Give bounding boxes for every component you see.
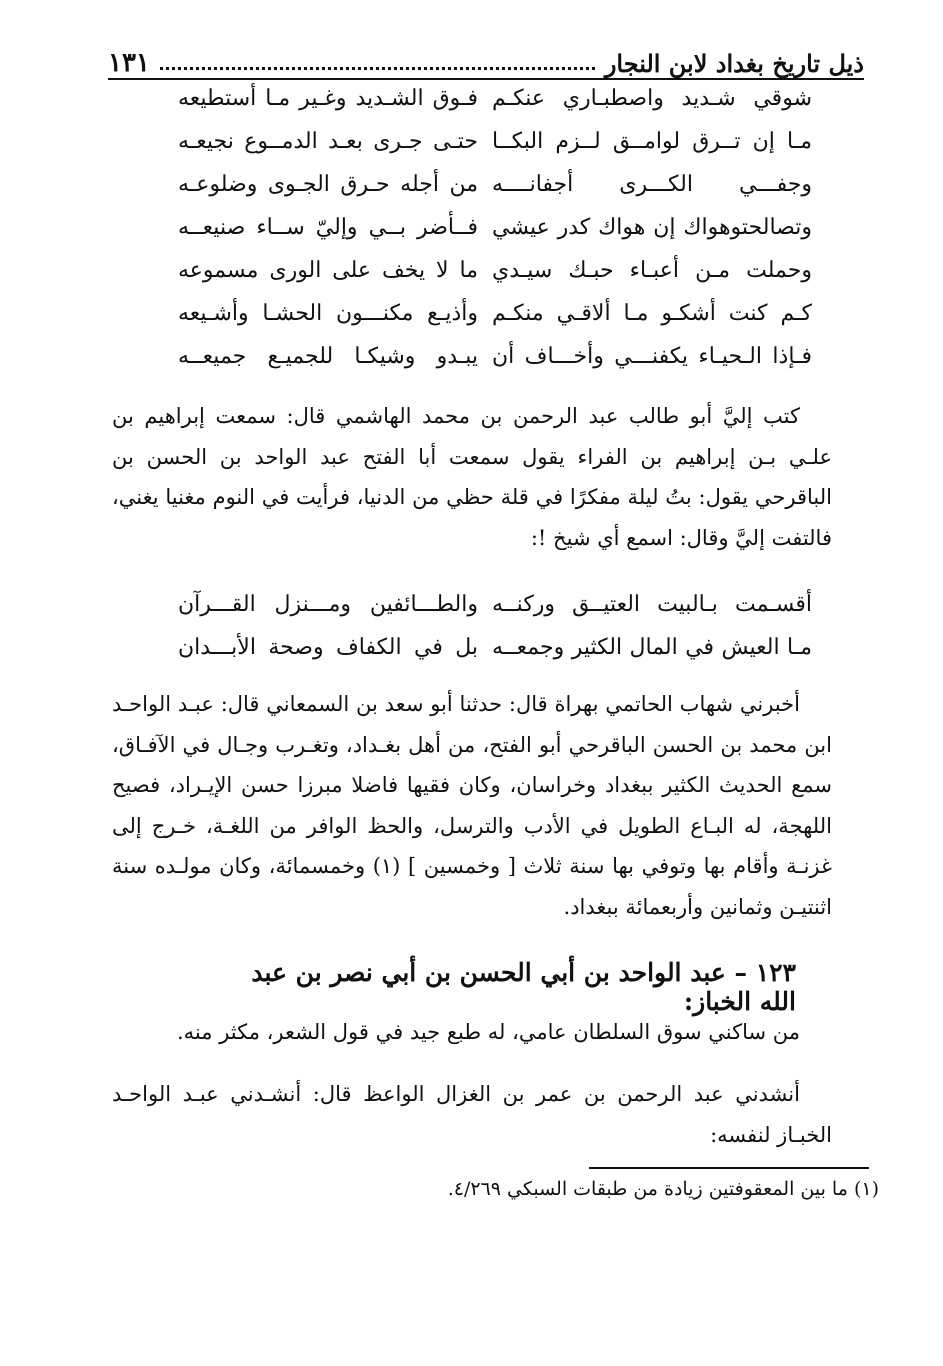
running-title: ذيل تاريخ بغداد لابن النجار: [604, 49, 864, 78]
poem-verse: [108, 258, 864, 301]
paragraph-entry-description: [112, 1012, 832, 1053]
entry-heading: ١٢٣ – عبد الواحد بن أبي الحسن بن أبي نصر بن عبد الله الخباز:: [251, 958, 796, 1016]
verse-second-hemistich: وأذيـع مكنـــون الحشـا وأشـيعه: [178, 301, 478, 326]
poem-verse: [108, 129, 864, 172]
verse-first-hemistich: شوقي شـديد واصطبـاري عنكـم: [492, 86, 812, 111]
verse-first-hemistich: وجفـــي الكـــرى أجفانــــه: [492, 172, 812, 197]
page-number: ١٣١: [108, 48, 150, 78]
paragraph-biography: [112, 684, 832, 927]
poem-verse: [108, 86, 864, 129]
verse-first-hemistich: فـإذا الـحيـاء يكفنـــي وأخـــاف أن: [492, 344, 812, 369]
verse-second-hemistich: فـوق الشـديد وغـير مـا أستطيعه: [178, 86, 478, 111]
paragraph-text: أنشدني عبد الرحمن بن عمر بن الغزال الواعظ قال: أنشـدني عبـد الواحـد الخبـاز لنفسه:: [112, 1082, 832, 1147]
verse-first-hemistich: مـا إن تــرق لوامــق لــزم البكــا: [492, 129, 812, 154]
poem-verse: [108, 592, 864, 635]
header-dot-leader: [160, 67, 595, 70]
poem-verse: [108, 344, 864, 387]
verse-first-hemistich: أقسـمت بـالبيت العتيــق وركنــه: [492, 592, 812, 617]
verse-second-hemistich: حتـى جـرى بعـد الدمــوع نجيعـه: [178, 129, 478, 154]
poem-verse: [108, 635, 864, 678]
paragraph-text: كتب إليَّ أبو طالب عبد الرحمن بن محمد الهاشمي قال: سمعت إبراهيم بن علـي بـن إبراهيم بن الفراء يقول سمعت أبا الفتح عبد الواحد بن الحسن بن الباقرحي يقول: بتُ ليلة مفكرًا في قلة حظي من الدنيا، فرأيت في النوم مغنيا يغني، فالتفت إليَّ وقال: اسمع أي شيخ !:: [112, 404, 832, 550]
footnote: (١) ما بين المعقوفتين زيادة من طبقات السبكي ٤/٢٦٩.: [447, 1178, 879, 1200]
paragraph-text: من ساكني سوق السلطان عامي، له طبع جيد في قول الشعر، مكثر منه.: [177, 1020, 800, 1044]
footnote-separator: [589, 1167, 869, 1169]
paragraph-dream-narration: [112, 396, 832, 558]
paragraph-recitation: [112, 1074, 832, 1155]
poem-verse: [108, 172, 864, 215]
poem-verse: [108, 215, 864, 258]
running-header: [108, 34, 864, 80]
verse-first-hemistich: وتصالحتوهواك إن هواك كدر عيشي: [492, 215, 812, 240]
poem-block-2: [108, 592, 864, 678]
verse-second-hemistich: فــأضر بــي وإليّ ســاء صنيعــه: [178, 215, 478, 240]
poem-verse: [108, 301, 864, 344]
verse-first-hemistich: وحملت مـن أعبـاء حبـك سيـدي: [492, 258, 812, 283]
verse-second-hemistich: يبـدو وشيكـا للجميـع جميعــه: [178, 344, 478, 369]
verse-second-hemistich: ما لا يخف على الورى مسموعه: [178, 258, 478, 283]
poem-block-1: [108, 86, 864, 387]
paragraph-text: أخبرني شهاب الحاتمي بهراة قال: حدثنا أبو سعد بن السمعاني قال: عبـد الواحـد ابن محمد بن الحسن الباقرحي أبو الفتح، من أهل بغـداد، وتغـرب وجـال في الآفـاق، سمع الحديث الكثير ببغداد وخراسان، وكان فقيها فاضلا مبرزا حسن الإيـراد، فصيح اللهجة، له البـاع الطويل في الأدب والترسل، والحظ الوافر من اللغـة، خـرج إلى غزنـة وأقام بها وتوفي بها سنة ثلاث [ وخمسين ] (١) وخمسمائة، وكان مولـده سنة اثنتيـن وثمانين وأربعمائة ببغداد.: [112, 692, 832, 919]
verse-second-hemistich: بل في الكفاف وصحة الأبـــدان: [178, 635, 478, 660]
verse-first-hemistich: كـم كنت أشكـو مـا ألاقـي منكـم: [492, 301, 812, 326]
verse-second-hemistich: من أجله حـرق الجـوى وضلوعـه: [178, 172, 478, 197]
verse-second-hemistich: والطـــائفين ومـــنزل القـــرآن: [178, 592, 478, 617]
verse-first-hemistich: مـا العيش في المال الكثير وجمعــه: [492, 635, 812, 660]
